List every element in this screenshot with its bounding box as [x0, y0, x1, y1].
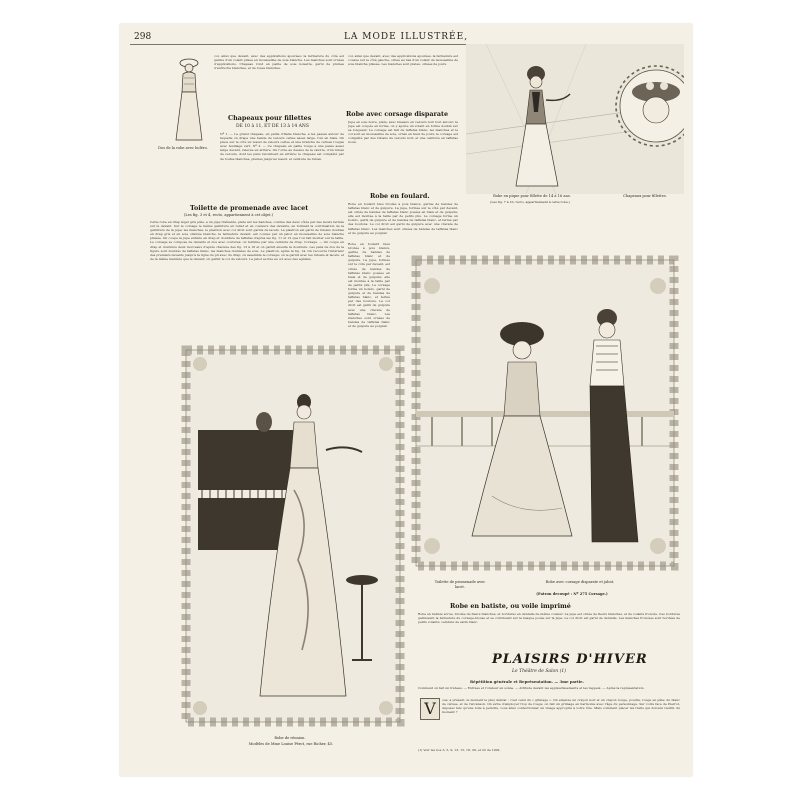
foulard-heading: Robe en foulard. — [370, 192, 430, 200]
reunion-credit: Modèles de Mme Louise Pérot, rue Richer, 45. — [248, 742, 334, 746]
figure-caption-back: Dos de la robe avec boléro. — [158, 146, 208, 150]
plaisirs-heading: PLAISIRS D'HIVER — [492, 652, 648, 667]
plaisirs-subheading-note: (1) — [559, 669, 566, 674]
plaisirs-line: Répétition générale et Représentation. — 3me partie. — [470, 679, 584, 684]
promenade-text: Cette robe en drap léger gris pâle, a un jupe traînante, plate sur les hanches, comme des deux côtés par des lacets fermés sur le devant. Sur le corsage le même garniture en relief et en couleurs des devants, en formant la continuation de la garniture de la jupe; les manches, le plastron avec col droit sont garnis de lacets. La plastron est garni de rubans doubles en drap gris et en soie ombrée blanche, la fermeture devant, est cousue par un jabot en mousseline de soie blanche plissée. On coupe la jupe entière en drap et doublure de taffetas d'après les fig. 11 et 12 que l'on fait monter sur la taille. Le corsage se compose de devants et dos avec coutures; on termine par une ceinture de drap. Corsage. — On coupe en drap et doublure deux morceaux d'après chacune des fig. 13 à 16 et on garnit ensuite la doublure. Les pans de dos de la figure sont doublés de taffetas blanc, les manches doublées de soie. Le plastron, après la fig. 14, On recouvre l'intérieur des premiers devants jusqu'à la ligne du pli avec du drap; on assemble le corsage; on le garnit avec les rubans et lacets, et de la même manière que le devant; on garnit le col de velours. Le jabot se fixe au col avec des agrafes. — [150, 220, 344, 261]
disparate-heading: Robe avec corsage disparate — [346, 110, 449, 118]
plaisirs-subheading-text: Le Théâtre de Salon — [512, 669, 559, 674]
plaisirs-intro: Comment on fait un tréteau. — Entrées et l'orateur en scène. — Attitude devant les applaudissements et les rappels. — Après la représentation. — [418, 686, 645, 690]
batiste-heading: Robe en batiste, ou voile imprimé — [450, 602, 571, 610]
promenade-and-disparate-illustration — [402, 246, 688, 578]
plaisirs-subheading — [512, 669, 566, 674]
page-header — [120, 30, 692, 44]
fillette-caption: Robe en pique pour fillette de 14 à 16 ans. — [493, 194, 571, 198]
journal-title: LA MODE ILLUSTRÉE, — [343, 32, 469, 42]
patron-caption: (Patron decoupé : Nº 275 Corsage.) — [536, 592, 608, 596]
hats-heading: Chapeaux pour fillettes — [228, 114, 312, 122]
reunion-caption: Robe de réunion. — [274, 736, 306, 740]
hats-text: Nº 1. — Le grand chapeau, en paille d'Italie blanche, a les passes autour de laquelle on drape une bande de velours cerise assez large, l'un en biais. On place sur le côté un nœud de velours cerise et une branche de cerises rouges avec feuillage vert. Nº 2. — Ce chapeau en paille rouge a une passe assez large devant, relevée en arrière. On l'orne au dessus de la calotte, d'un ruban de velours, dont les pans retombent en arrière; le chapeau est complété par de toufes blanches, plumes jusqu'au nœud, et ceinture de ruban. — [220, 132, 344, 161]
plaisirs-text: ous, à présent, le moment le plus délicat : c'est celui du « grimage ». On emploie un crayon noir et un crayon rouge, poudre, rouge en pâte; du blanc de céruse, et de l'arcanson. On évite d'employer trop de rouge; on fait un grimage en harmonie avec l'âge du personnage. Sur votre face de Pierrot, déposez tels qu'une toile à peindre, vous allez confectionner un visage approprié à votre rôle. Mais comment placer les traits qui doivent vieillir, du moment ? — [442, 698, 680, 715]
reunion-dress-illustration — [176, 340, 410, 732]
back-of-dress-figure — [172, 54, 206, 144]
batiste-text: Robe en batiste écrue, brodée de fleurs blanches, et bordures en dentelle de même couleur. La jupe est ornée de fleurs blanches, et de volants froncés. Ces bordures garnissent la fermeture du corsage-blouse et se continuent sur la basque posée sur la jupe. Le col droit est garni de dentelle. Les manches froncées sont bordées de petits volants; ceinture de satin blanc. — [418, 612, 680, 625]
hats-subheading: DE 10 à 11, ET DE 13 à 14 ANS — [236, 124, 309, 129]
magazine-page — [120, 24, 692, 776]
foulard-text-top: Robe en foulard bleu brodée à pois blancs, garnie de bandes de taffetas blanc et de guipure. La jupe, formée sur le côté par devant, est ornée de bandes de taffetas blanc posées en biais et de guipure; elle est montée à la taille par de petits plis. Le corsage forme un boléro, garni de guipure et de bandes de taffetas blanc, et fermé par des boutons. Le col droit est garni de guipure avec une cravate de taffetas blanc. Les manches sont ornées de bandes de taffetas blanc et de guipure au poignet. — [348, 202, 458, 235]
foulard-text-narrow: Robe en foulard bleu brodée à pois blancs, garnie de bandes de taffetas blanc et de guipure. La jupe, formée sur le côté par devant, est ornée de bandes de taffetas blanc posées en biais et de guipure; elle est montée à la taille par de petits plis. Le corsage forme un boléro, garni de guipure et de bandes de taffetas blanc, et fermé par des boutons. Le col droit est garni de guipure avec une cravate de taffetas blanc. Les manches sont ornées de bandes de taffetas blanc et de guipure au poignet. — [348, 242, 390, 328]
disparate-text: Jupe en soie noire, plate, avec biseaux en velours noir tout autour; la jupe est coupée en forme, on y ajoute un volant en forme doublé sur sa longueur. Le corsage est fait de taffetas blanc, les manches et le col sont en mousseline de soie, ornés en haut de jours; le corsage est complété par des rubans de velours noir, et une ceinture en taffetas noué. — [348, 120, 458, 145]
left-top-text: col, ainsi que devant, avec des applications ajourées; la fermeture du côté est garnie d'un volant plissé en mousseline de soie blanche. Les manches sont ornées d'applications. Chapeau rond en paille de soie noisette, garni de plumes d'autruche blanches, et de roses blanches. — [214, 54, 344, 71]
drop-cap: V — [420, 698, 440, 720]
promenade-heading: Toilette de promenade avec lacet — [190, 204, 309, 212]
promenade-caption: Toilette de promenade avec lacet. — [434, 580, 486, 589]
page-number: 298 — [134, 32, 152, 42]
promenade-subheading: (Les fig. 3 et 4, recto, appartiennent à cet objet.) — [184, 213, 274, 217]
fillette-dress-illustration — [466, 44, 684, 194]
mid-top-text: col, ainsi que devant, avec des applications ajourées, la fermeture est cousue sur le côté gauche, ornée au bas d'un volant de mousseline de soie blanche plissée. Les manches sont plates, ornées de jours. — [348, 54, 458, 67]
footnote: (1) Voir les nos 3, 5, 9, 13, 15, 18, 20, et 22 de 1902. — [418, 748, 501, 752]
fillette-subcaption: (Les fig. 7 à 10, recto, appartiennent à cette robe.) — [490, 200, 570, 204]
disparate-caption: Robe avec corsage disparate et jabot. — [545, 580, 615, 584]
hats-caption: Chapeaux pour fillettes. — [623, 194, 667, 198]
